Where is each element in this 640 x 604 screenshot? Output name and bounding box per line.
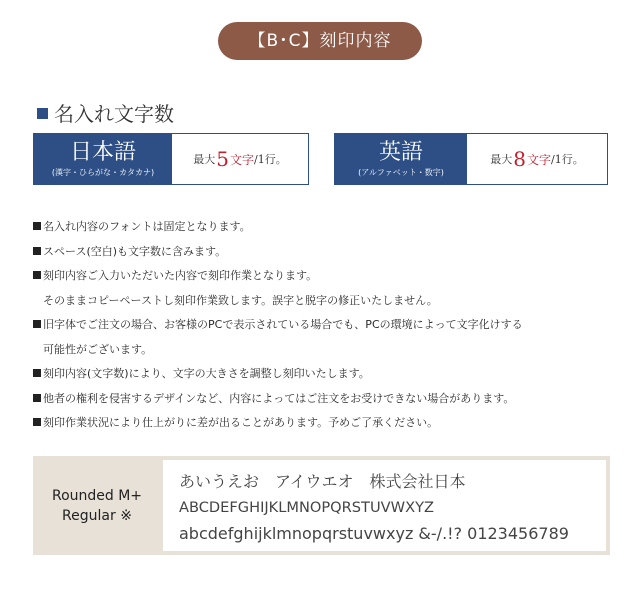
character-count-title: 名入れ文字数 [54, 102, 174, 126]
note-item: 他者の権利を侵害するデザインなど、内容によってはご注文をお受けできない場合があります。 [33, 387, 613, 412]
square-bullet-icon [33, 394, 41, 402]
note-item: スペース(空白)も文字数に含みます。 [33, 240, 613, 265]
font-sample-box [33, 456, 610, 555]
note-continuation: そのままコピーペーストし刻印作業致します。誤字と脱字の修正いたしません。 [43, 293, 438, 307]
note-item: 刻印内容ご入力いただいた内容で刻印作業となります。 [33, 264, 613, 289]
japanese-limit-value [172, 134, 308, 184]
square-bullet-icon [33, 222, 41, 230]
square-bullet-icon [37, 108, 48, 119]
section-heading-pill: 【B･C】刻印内容 [218, 22, 422, 60]
japanese-label-block [34, 134, 172, 184]
english-limit-box [334, 133, 608, 185]
japanese-label: 日本語 [69, 139, 136, 165]
font-sample-uppercase: ABCDEFGHIJKLMNOPQRSTUVWXYZ [179, 499, 434, 516]
note-item: 名入れ内容のフォントは固定となります。 [33, 215, 613, 240]
note-item: 旧字体でご注文の場合、お客様のPCで表示されている場合でも、PCの環境によって文字化けする [33, 313, 613, 338]
japanese-sublabel: (漢字・ひらがな・カタカナ) [51, 167, 155, 177]
english-sublabel: (アルファベット・数字) [358, 167, 444, 177]
english-limit-suffix: /1行。 [551, 153, 584, 166]
note-continuation: 可能性がございます。 [43, 342, 153, 356]
font-name [33, 456, 161, 555]
font-sample-panel [163, 460, 606, 551]
square-bullet-icon [33, 271, 41, 279]
square-bullet-icon [33, 369, 41, 377]
japanese-limit-unit: 文字 [230, 152, 255, 167]
japanese-limit-box [33, 133, 309, 185]
font-name-line2: Regular ※ [62, 507, 132, 524]
english-label: 英語 [378, 139, 423, 165]
note-item: 刻印作業状況により仕上がりに差が出ることがあります。予めご了承ください。 [33, 411, 613, 436]
square-bullet-icon [33, 418, 41, 426]
english-label-block [335, 134, 467, 184]
japanese-limit-suffix: /1行。 [254, 153, 287, 166]
character-count-heading [37, 98, 174, 127]
font-name-line1: Rounded M+ [51, 487, 143, 504]
english-limit-prefix: 最大 [490, 153, 513, 166]
japanese-limit-number: 5 [216, 147, 229, 171]
english-limit-unit: 文字 [527, 152, 552, 167]
note-item: 刻印内容(文字数)により、文字の大きさを調整し刻印いたします。 [33, 362, 613, 387]
font-sample-lowercase: abcdefghijklmnopqrstuvwxyz &-/.!? 0123456789 [179, 524, 569, 543]
font-sample-kana: あいうえお アイウエオ 株式会社日本 [179, 472, 466, 491]
english-limit-number: 8 [513, 147, 526, 171]
square-bullet-icon [33, 320, 41, 328]
japanese-limit-prefix: 最大 [193, 153, 216, 166]
notes-list [33, 215, 613, 436]
square-bullet-icon [33, 247, 41, 255]
english-limit-value [467, 134, 607, 184]
